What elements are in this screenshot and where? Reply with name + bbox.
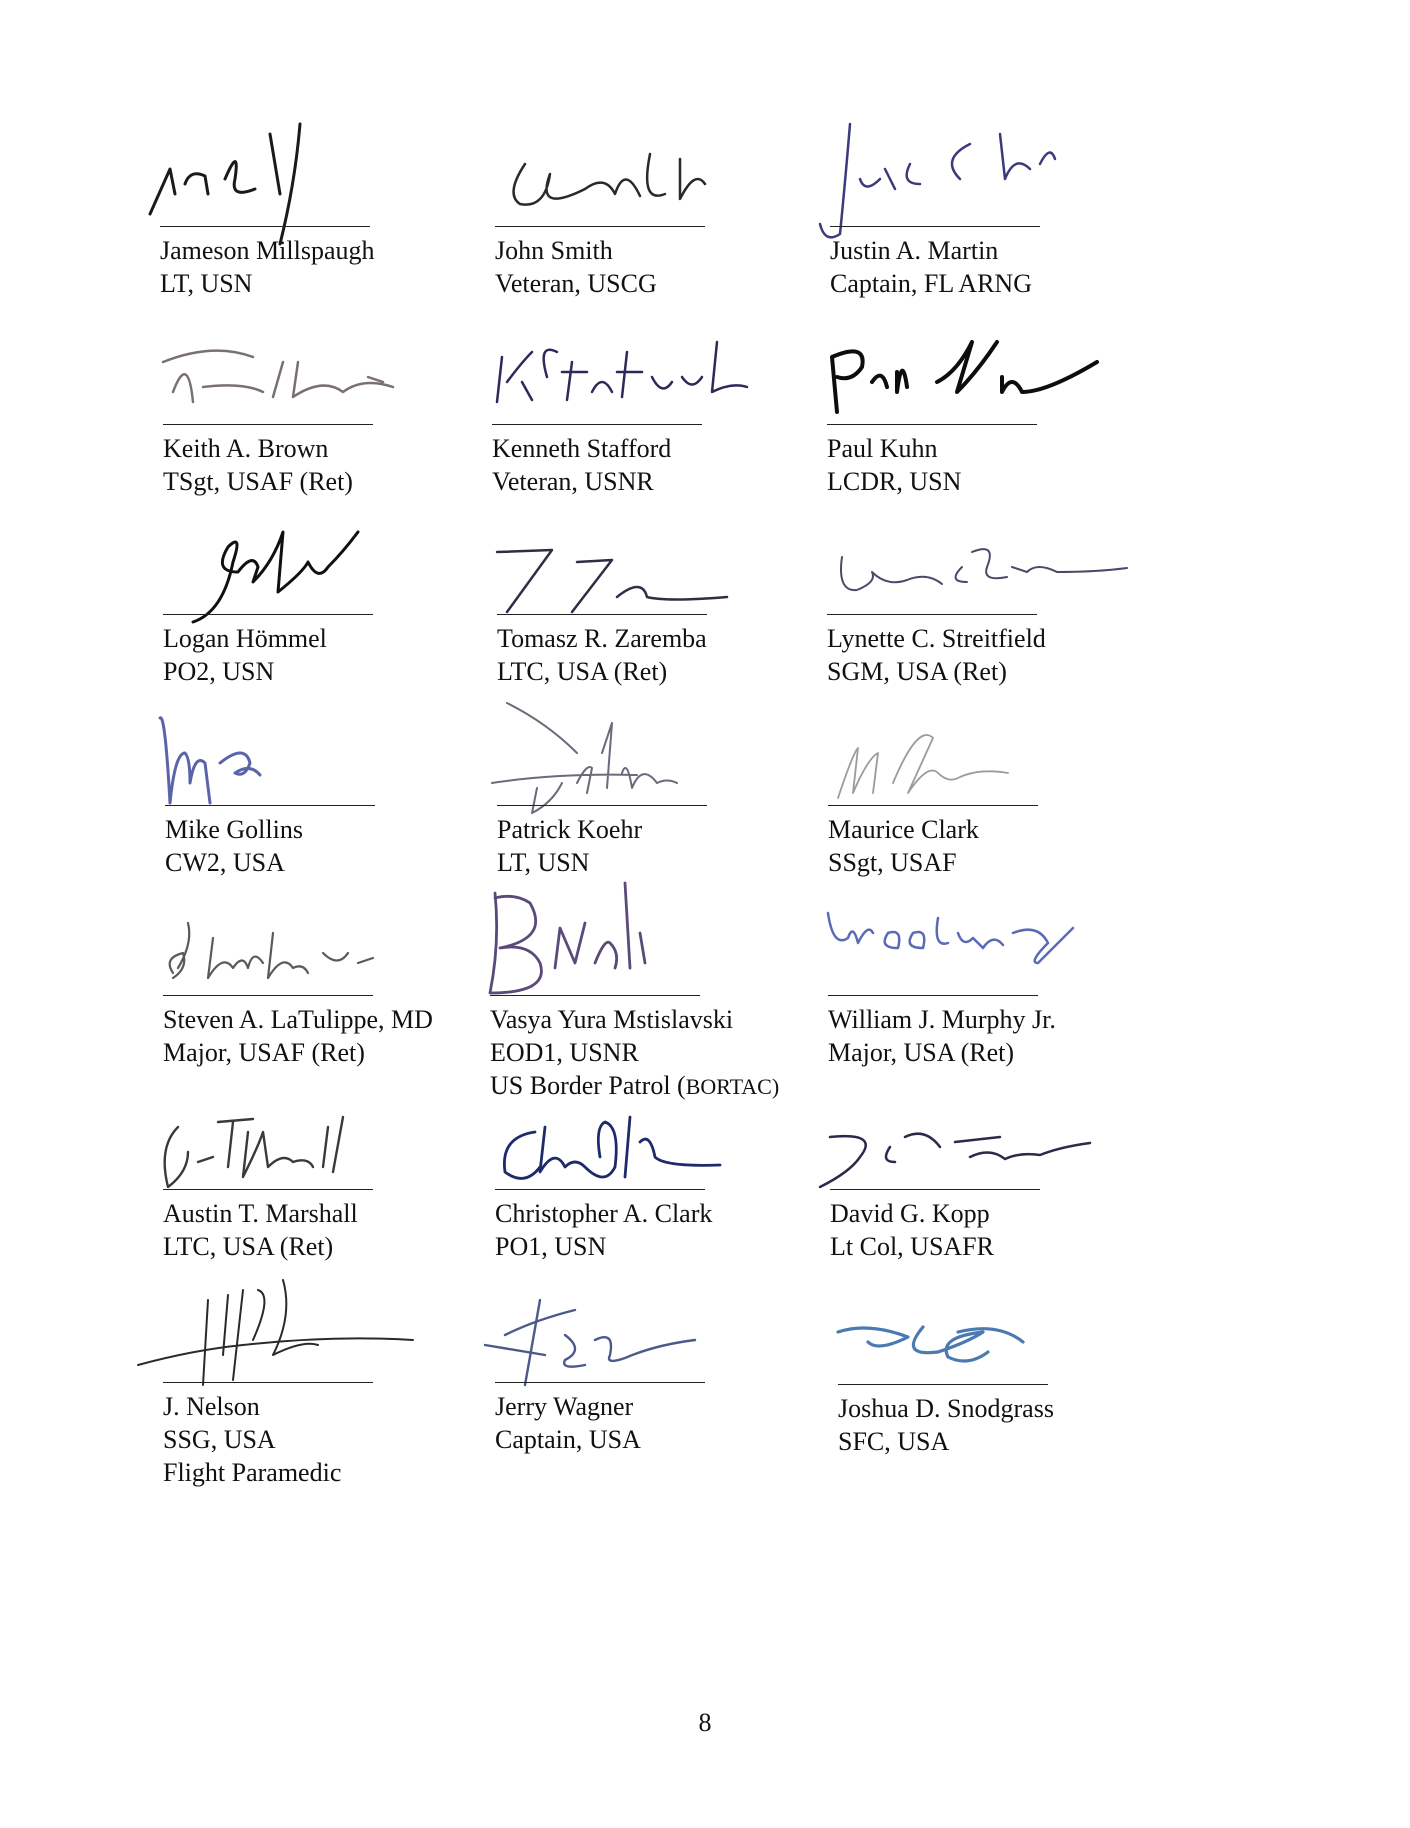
signatory-name: Jameson Millspaugh bbox=[160, 236, 375, 265]
signatory-name: Lynette C. Streitfield bbox=[827, 624, 1046, 653]
signature-line bbox=[497, 805, 707, 806]
signatory-title: Captain, USA bbox=[495, 1425, 641, 1454]
signatory-name: J. Nelson bbox=[163, 1392, 260, 1421]
signatory-title: LT, USN bbox=[497, 848, 590, 877]
handwritten-signature bbox=[130, 84, 490, 234]
signatory-title: Major, USA (Ret) bbox=[828, 1038, 1014, 1067]
signatory-name: Steven A. LaTulippe, MD bbox=[163, 1005, 433, 1034]
handwritten-signature bbox=[133, 853, 493, 1003]
signature-line bbox=[490, 995, 700, 996]
signature-line bbox=[163, 614, 373, 615]
signatory-title: Veteran, USNR bbox=[492, 467, 654, 496]
signature-line bbox=[827, 614, 1037, 615]
signatory-name: John Smith bbox=[495, 236, 613, 265]
signature-line bbox=[827, 424, 1037, 425]
handwritten-signature bbox=[797, 282, 1157, 432]
handwritten-signature bbox=[798, 853, 1158, 1003]
handwritten-signature bbox=[800, 1047, 1160, 1197]
signatory-title: LT, USN bbox=[160, 269, 253, 298]
signatory-title: SSG, USA bbox=[163, 1425, 276, 1454]
handwritten-signature bbox=[133, 1240, 493, 1390]
handwritten-signature bbox=[797, 472, 1157, 622]
signatory-block bbox=[495, 1390, 815, 1456]
signature-line bbox=[163, 1189, 373, 1190]
signatory-name: Paul Kuhn bbox=[827, 434, 938, 463]
handwritten-signature bbox=[465, 84, 825, 234]
signatory-name: Austin T. Marshall bbox=[163, 1199, 358, 1228]
handwritten-signature bbox=[462, 282, 822, 432]
handwritten-signature bbox=[808, 1242, 1168, 1392]
handwritten-signature bbox=[460, 853, 820, 1003]
signatory-name: Justin A. Martin bbox=[830, 236, 999, 265]
signatory-title: PO2, USN bbox=[163, 657, 275, 686]
signatory-title: PO1, USN bbox=[495, 1232, 607, 1261]
signatory-title: LTC, USA (Ret) bbox=[163, 1232, 334, 1261]
handwritten-signature bbox=[800, 84, 1160, 234]
signatory-block bbox=[838, 1392, 1158, 1458]
handwritten-signature bbox=[465, 1240, 825, 1390]
signatory-title: CW2, USA bbox=[165, 848, 285, 877]
signatory-title: Lt Col, USAFR bbox=[830, 1232, 994, 1261]
signatory-block bbox=[163, 1390, 483, 1489]
signatory-name: Christopher A. Clark bbox=[495, 1199, 713, 1228]
signature-line bbox=[828, 995, 1038, 996]
handwritten-signature bbox=[133, 1047, 493, 1197]
signatory-name: Tomasz R. Zaremba bbox=[497, 624, 707, 653]
signatory-name: Logan Hömmel bbox=[163, 624, 327, 653]
signatory-title: Captain, FL ARNG bbox=[830, 269, 1032, 298]
handwritten-signature bbox=[798, 663, 1158, 813]
signature-line bbox=[838, 1384, 1048, 1385]
signature-line bbox=[830, 226, 1040, 227]
signature-line bbox=[495, 226, 705, 227]
signatory-title: Major, USAF (Ret) bbox=[163, 1038, 365, 1067]
signature-line bbox=[165, 805, 375, 806]
handwritten-signature bbox=[135, 663, 495, 813]
handwritten-signature bbox=[133, 282, 493, 432]
signatory-name: William J. Murphy Jr. bbox=[828, 1005, 1056, 1034]
signature-line bbox=[497, 614, 707, 615]
signature-line bbox=[160, 226, 370, 227]
signatory-title: TSgt, USAF (Ret) bbox=[163, 467, 353, 496]
signatory-name: Jerry Wagner bbox=[495, 1392, 634, 1421]
signatory-title: LCDR, USN bbox=[827, 467, 962, 496]
signatory-name: David G. Kopp bbox=[830, 1199, 990, 1228]
signature-line bbox=[163, 424, 373, 425]
signature-line bbox=[492, 424, 702, 425]
signatory-name: Kenneth Stafford bbox=[492, 434, 672, 463]
handwritten-signature bbox=[467, 663, 827, 813]
signatory-name: Vasya Yura Mstislavski bbox=[490, 1005, 734, 1034]
page-number: 8 bbox=[698, 1708, 712, 1737]
signature-line bbox=[495, 1189, 705, 1190]
signature-line bbox=[163, 995, 373, 996]
signature-line bbox=[830, 1189, 1040, 1190]
signatory-title: SSgt, USAF bbox=[828, 848, 957, 877]
signatory-title: EOD1, USNR bbox=[490, 1038, 639, 1067]
signatory-name: Joshua D. Snodgrass bbox=[838, 1394, 1054, 1423]
signatory-name: Maurice Clark bbox=[828, 815, 979, 844]
signatory-affiliation: US Border Patrol (BORTAC) bbox=[490, 1071, 780, 1100]
signatory-title: SGM, USA (Ret) bbox=[827, 657, 1007, 686]
signature-line bbox=[495, 1382, 705, 1383]
signatory-name: Patrick Koehr bbox=[497, 815, 643, 844]
signatory-role: Flight Paramedic bbox=[163, 1458, 342, 1487]
signatory-name: Keith A. Brown bbox=[163, 434, 329, 463]
handwritten-signature bbox=[133, 472, 493, 622]
handwritten-signature bbox=[467, 472, 827, 622]
signature-line bbox=[828, 805, 1038, 806]
signature-line bbox=[163, 1382, 373, 1383]
signatory-title: Veteran, USCG bbox=[495, 269, 657, 298]
handwritten-signature bbox=[465, 1047, 825, 1197]
signatory-name: Mike Gollins bbox=[165, 815, 303, 844]
signatory-title: SFC, USA bbox=[838, 1427, 950, 1456]
signatory-title: LTC, USA (Ret) bbox=[497, 657, 668, 686]
